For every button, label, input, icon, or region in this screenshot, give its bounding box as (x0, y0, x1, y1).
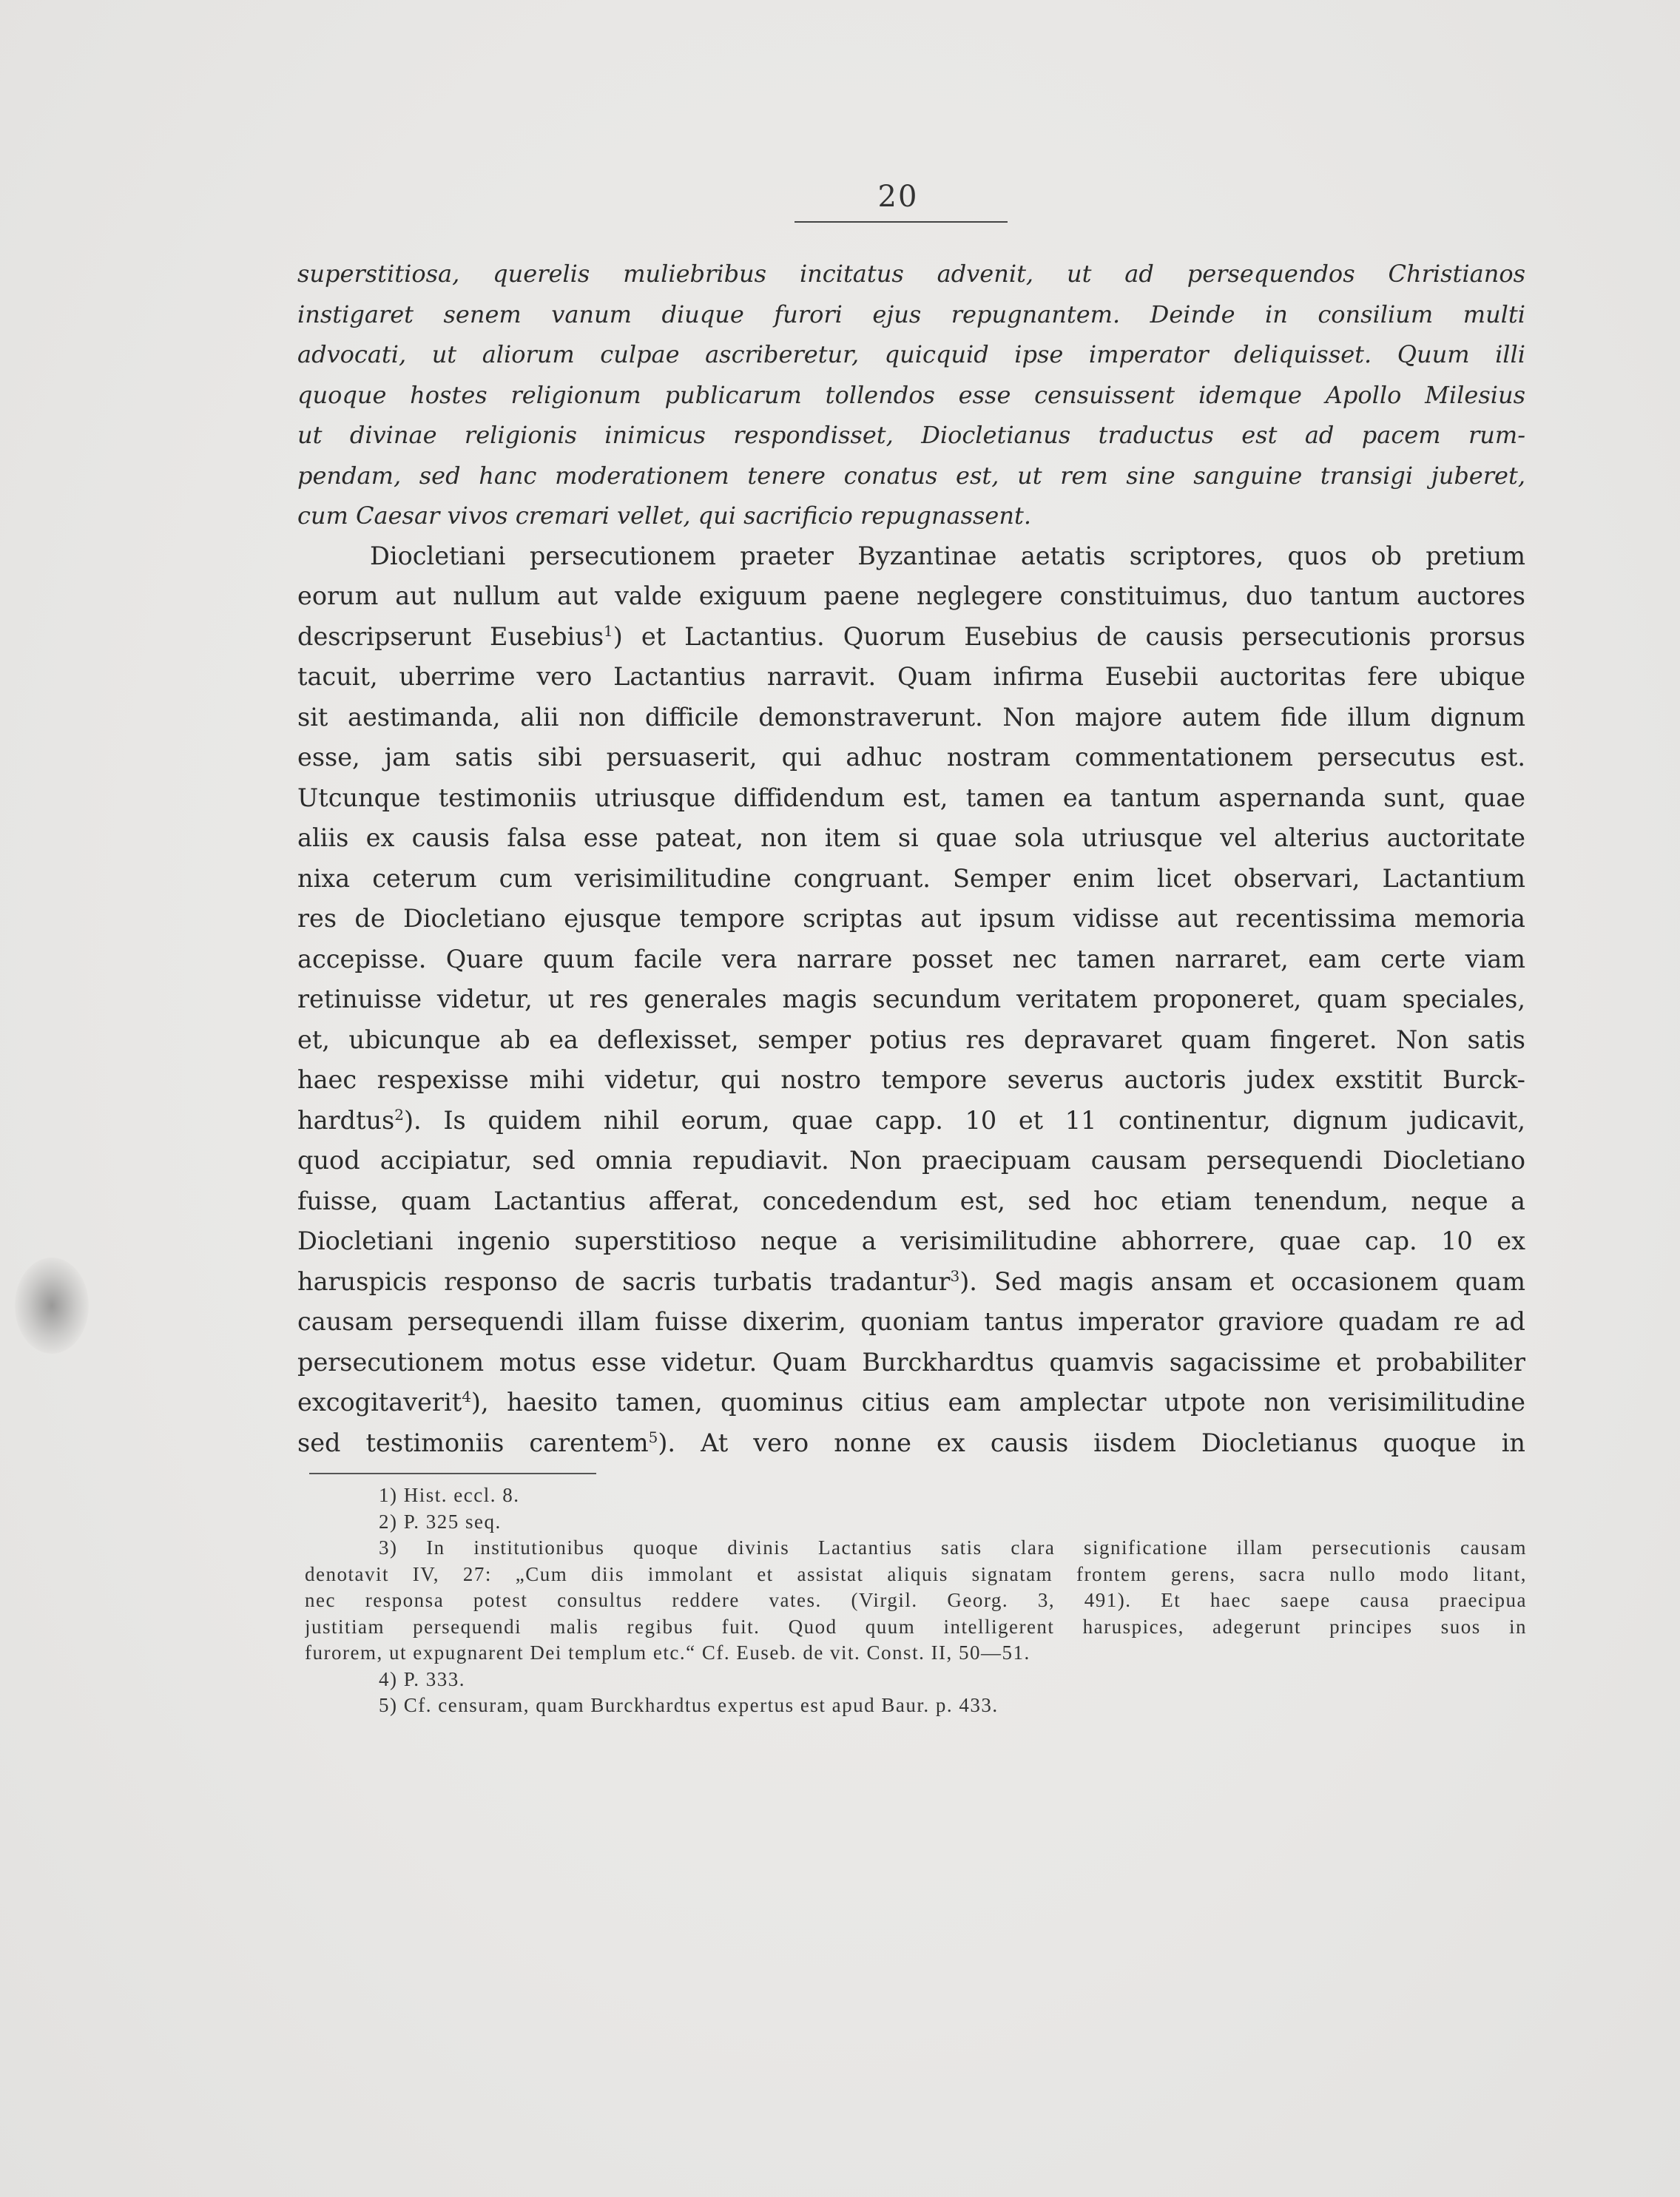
italic-line: instigaret senem vanum diuque furori ejus repugnantem. Deinde in consilium multi (297, 300, 1525, 328)
ink-smudge (15, 1258, 89, 1354)
page-number: 20 (877, 180, 919, 214)
italic-line: superstitiosa, querelis muliebribus incitatus advenit, ut ad persequendos Christianos (297, 260, 1525, 288)
body-paragraph (297, 536, 1525, 1464)
body-line: sed testimoniis carentem$^5$). At vero nonne ex causis iisdem Diocletianus quoque in (297, 1428, 1525, 1457)
body-line: causam persequendi illam fuisse dixerim, quoniam tantus imperator graviore quadam re ad (297, 1307, 1525, 1336)
body-line: eorum aut nullum aut valde exiguum paene neglegere constituimus, duo tantum auctores (297, 581, 1525, 610)
italic-line: cum Caesar vivos cremari vellet, qui sacrificio repugnassent. (297, 502, 1031, 530)
body-line: retinuisse videtur, ut res generales magis secundum veritatem proponeret, quam speciales, (297, 985, 1525, 1013)
footnote-continuation: justitiam persequendi malis regibus fuit. Quod quum intelligerent haruspices, adegerunt principes suos in (305, 1615, 1527, 1638)
italic-passage (297, 254, 1525, 536)
body-line: tacuit, uberrime vero Lactantius narravit. Quam infirma Eusebii auctoritas fere ubique (297, 662, 1525, 691)
body-line: excogitaverit$^4$), haesito tamen, quominus citius eam amplectar utpote non verisimilitudine (297, 1387, 1525, 1417)
footnote-continuation: nec responsa potest consultus reddere vates. (Virgil. Georg. 3, 491). Et haec saepe causa praecipua (305, 1589, 1527, 1611)
body-line: descripserunt Eusebius$^1$) et Lactantius. Quorum Eusebius de causis persecutionis prorsus (297, 621, 1525, 651)
footnote: 1) Hist. eccl. 8. (379, 1484, 520, 1506)
footnote: 4) P. 333. (379, 1667, 466, 1690)
body-line: persecutionem motus esse videtur. Quam Burckhardtus quamvis sagacissime et probabiliter (297, 1347, 1525, 1377)
italic-line: advocati, ut aliorum culpae ascriberetur, quicquid ipse imperator deliquisset. Quum illi (297, 340, 1525, 368)
body-line: aliis ex causis falsa esse pateat, non item si quae sola utriusque vel alterius auctoritate (297, 823, 1525, 852)
italic-line: quoque hostes religionum publicarum tollendos esse censuissent idemque Apollo Milesius (297, 380, 1525, 409)
footnote-continuation: furorem, ut expugnarent Dei templum etc.“ Cf. Euseb. de vit. Const. II, 50—51. (305, 1641, 1030, 1664)
body-line: Utcunque testimoniis utriusque diffidendum est, tamen ea tantum aspernanda sunt, quae (297, 783, 1525, 812)
footnote-rule (309, 1473, 596, 1474)
body-line: quod accipiatur, sed omnia repudiavit. Non praecipuam causam persequendi Diocletiano (297, 1146, 1525, 1175)
body-line: Diocletiani persecutionem praeter Byzantinae aetatis scriptores, quos ob pretium (370, 541, 1525, 570)
body-line: esse, jam satis sibi persuaserit, qui adhuc nostram commentationem persecutus est. (297, 743, 1525, 772)
italic-line: pendam, sed hanc moderationem tenere conatus est, ut rem sine sanguine transigi juberet, (297, 461, 1525, 490)
body-line: haec respexisse mihi videtur, qui nostro tempore severus auctoris judex exstitit Burck- (297, 1065, 1525, 1094)
body-line: fuisse, quam Lactantius afferat, concedendum est, sed hoc etiam tenendum, neque a (297, 1186, 1525, 1215)
footnote-ref: 2 (394, 1105, 404, 1124)
body-line: et, ubicunque ab ea deflexisset, semper potius res depravaret quam fingeret. Non satis (297, 1025, 1525, 1054)
body-line: accepisse. Quare quum facile vera narrare posset nec tamen narraret, eam certe viam (297, 944, 1525, 973)
footnote-continuation: denotavit IV, 27: „Cum diis immolant et assistat aliquis signatam frontem gerens, sacra nullo modo litant, (305, 1562, 1527, 1585)
body-line: res de Diocletiano ejusque tempore scriptas aut ipsum vidisse aut recentissima memoria (297, 904, 1525, 933)
footnote-ref: 4 (462, 1387, 471, 1405)
body-line: Diocletiani ingenio superstitioso neque a verisimilitudine abhorrere, quae cap. 10 ex (297, 1226, 1525, 1255)
page-number-rule (795, 221, 1008, 223)
body-line: haruspicis responso de sacris turbatis tradantur$^3$). Sed magis ansam et occasionem quam (297, 1266, 1525, 1296)
body-line: hardtus$^2$). Is quidem nihil eorum, quae capp. 10 et 11 continentur, dignum judicavit, (297, 1105, 1525, 1135)
footnote-ref: 1 (604, 621, 613, 640)
footnote: 2) P. 325 seq. (379, 1510, 502, 1533)
main-text (297, 254, 1525, 1463)
footnote-ref: 5 (648, 1428, 658, 1446)
italic-line: ut divinae religionis inimicus respondisset, Diocletianus traductus est ad pacem rum- (297, 421, 1525, 449)
footnote: 3) In institutionibus quoque divinis Lactantius satis clara significatione illam persecutionis causam (379, 1536, 1527, 1559)
footnote-ref: 3 (950, 1266, 960, 1285)
footnote: 5) Cf. censuram, quam Burckhardtus expertus est apud Baur. p. 433. (379, 1694, 999, 1716)
body-line: nixa ceterum cum verisimilitudine congruant. Semper enim licet observari, Lactantium (297, 863, 1525, 893)
footnotes (305, 1482, 1527, 1719)
body-line: sit aestimanda, alii non difficile demonstraverunt. Non majore autem fide illum dignum (297, 702, 1525, 732)
